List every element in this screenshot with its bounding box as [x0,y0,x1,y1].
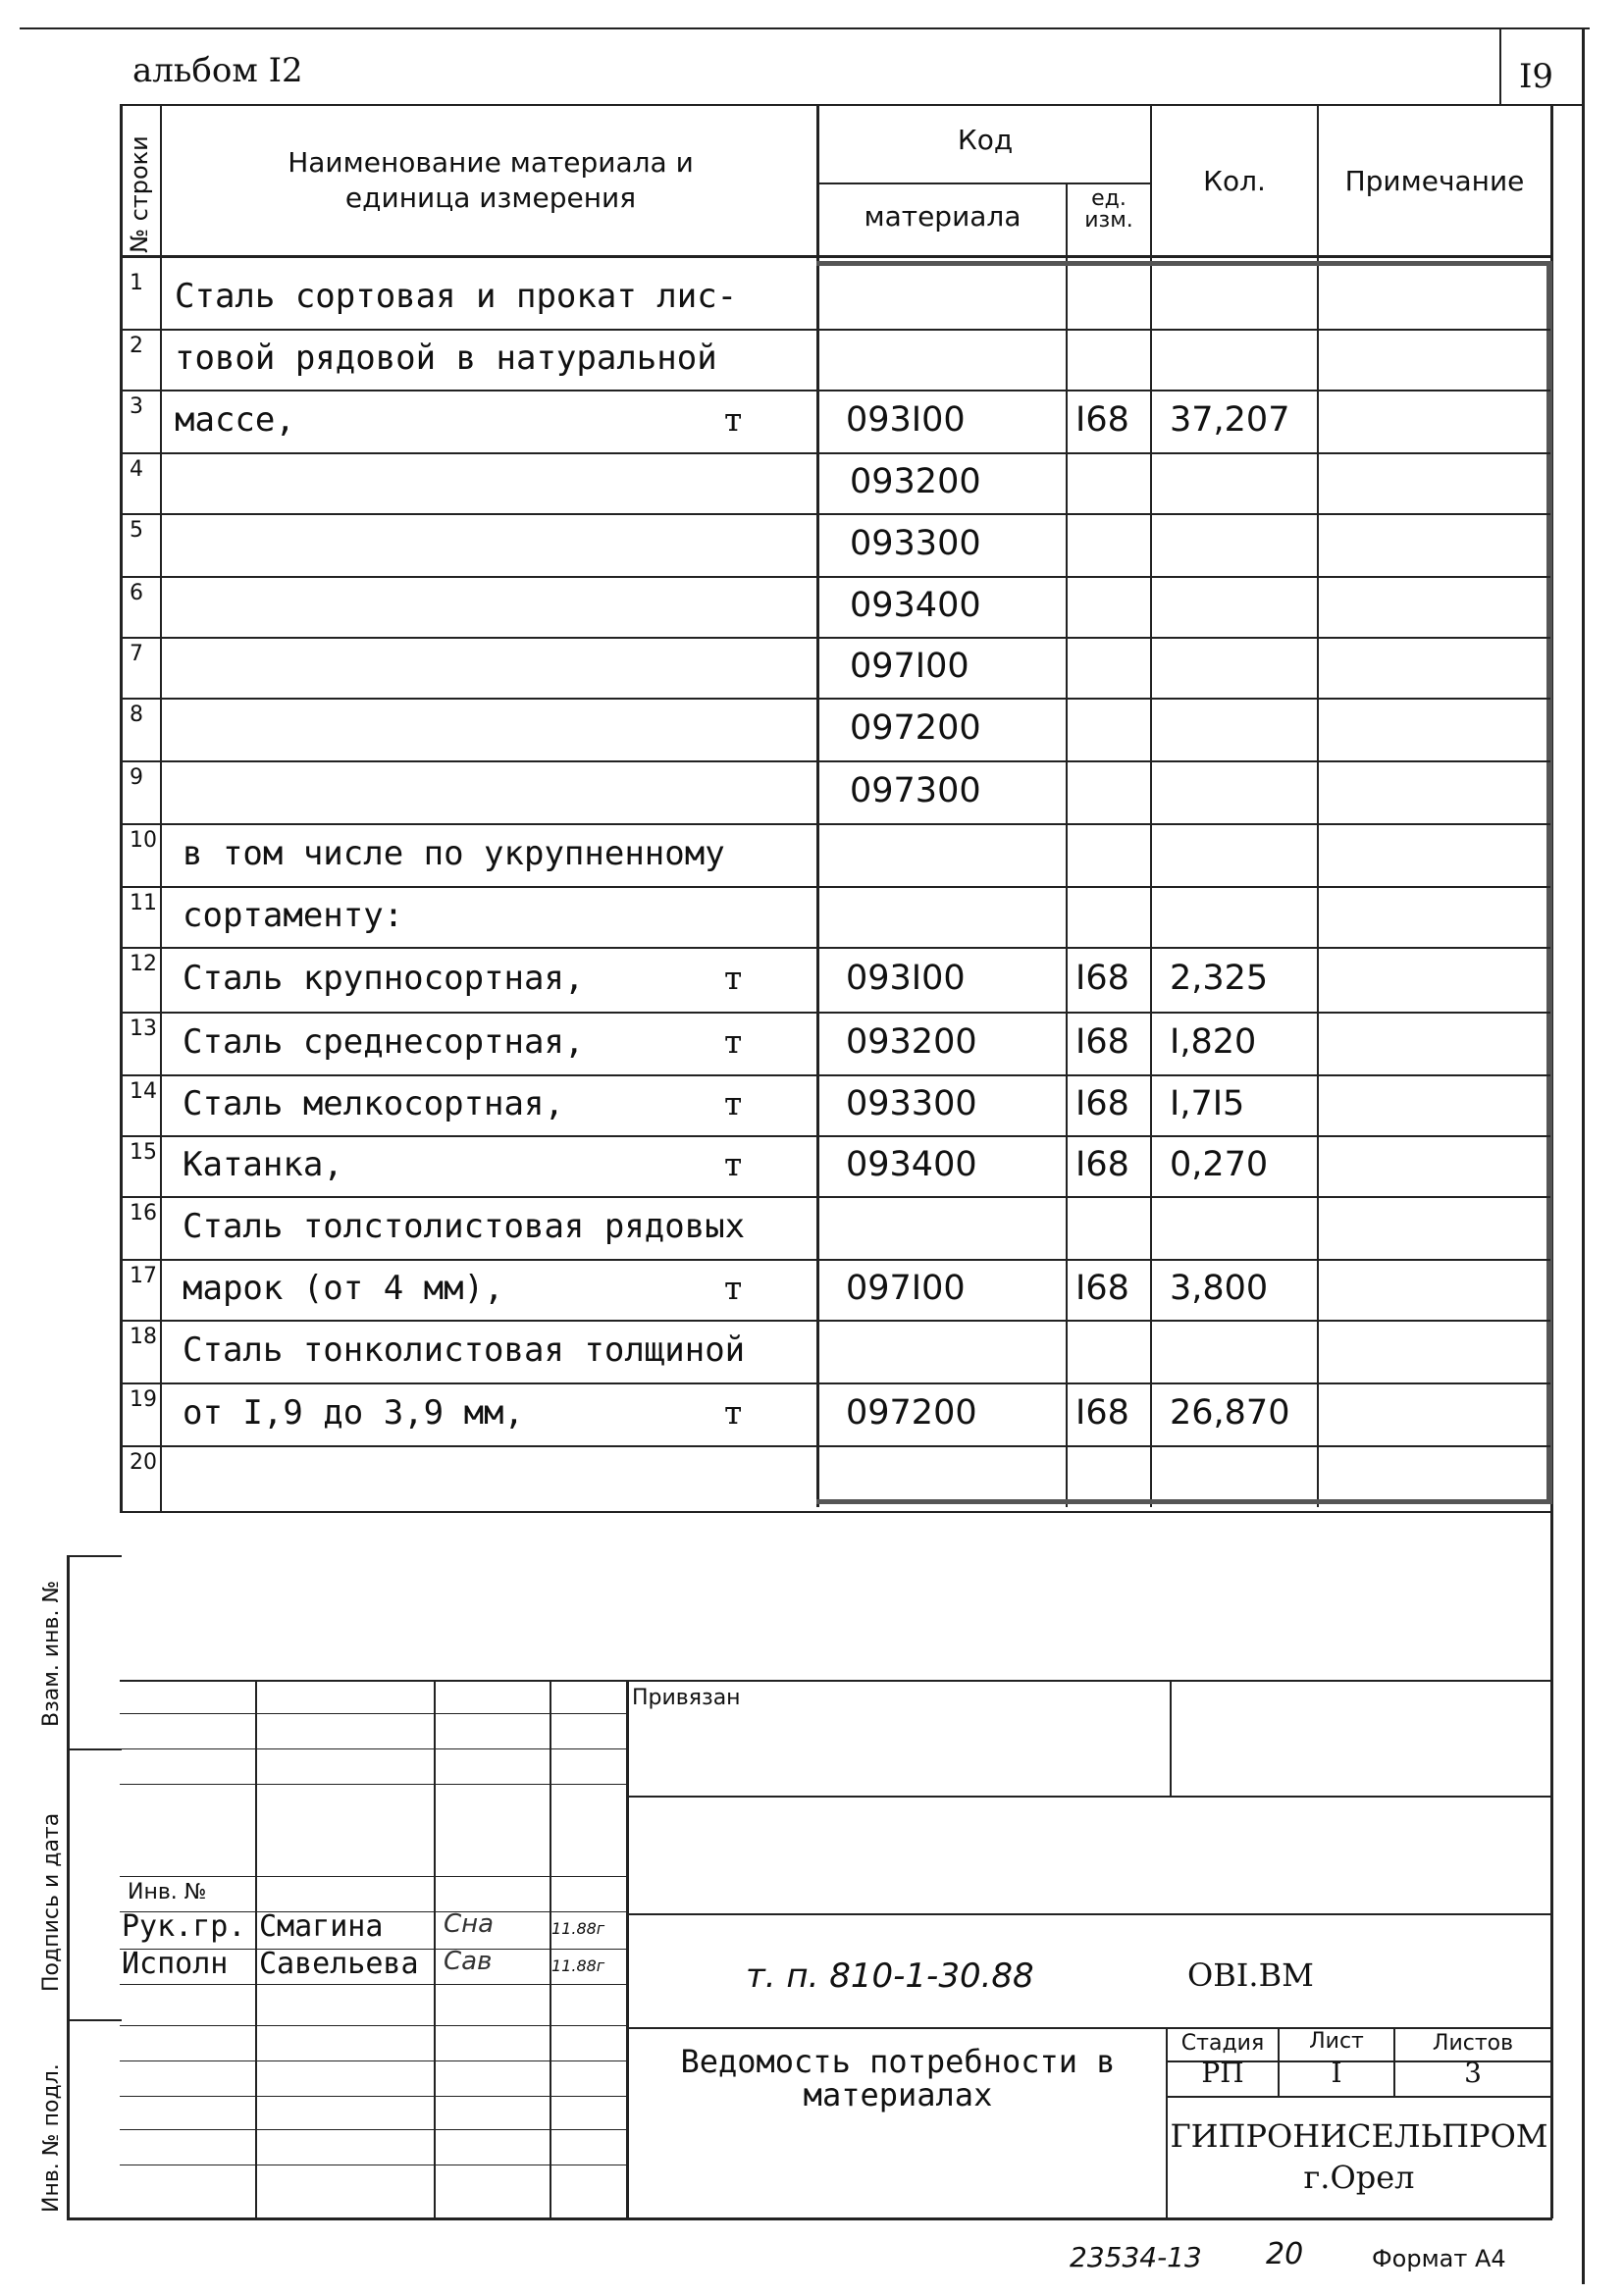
sheets-value: 3 [1464,2057,1482,2089]
row-divider [120,1012,1550,1014]
row-name: в том числе по укрупненному [183,834,725,873]
row-number: 2 [130,334,143,358]
tb-main-vertical [626,1680,629,2219]
row-code: 093I00 [846,959,966,998]
top-border [20,27,1590,29]
row-name: Катанка, [183,1145,343,1184]
tb-row-1 [120,1713,628,1714]
side-top-line [67,1555,122,1557]
tb-row-11 [120,2129,628,2130]
row-divider [120,1196,1550,1198]
stage-header: Стадия [1180,2031,1265,2056]
row-code: 093200 [850,462,981,501]
row-number: 4 [130,457,143,482]
row-number: 8 [130,703,143,727]
row-code: 097300 [850,771,981,810]
sheet-header: Лист [1309,2029,1364,2054]
sheet-value: I [1331,2057,1342,2089]
side-vzam-label: Взам. инв. № [39,1580,64,1727]
row-name: Сталь среднесортная, [183,1022,585,1062]
table-left-border [120,104,123,1512]
side-divider-1 [67,1748,122,1750]
row-name: Сталь толстолистовая рядовых [183,1207,746,1246]
row-code: 093400 [846,1145,977,1184]
row-qty: 2,325 [1170,959,1269,998]
right-border [1582,27,1585,2284]
code-col-line [1066,184,1068,1507]
row-ed: I68 [1075,959,1129,998]
side-outer-line [67,1555,70,2218]
sheet-number: I9 [1519,57,1554,96]
row-divider [120,452,1550,454]
row-ed: I68 [1075,1269,1129,1308]
row-ed: I68 [1075,1084,1129,1123]
row-code: 093I00 [846,400,966,440]
name-col-line [816,104,819,1507]
sheets-header: Листов [1432,2031,1514,2056]
row-number: 6 [130,581,143,605]
footer-number: 20 [1266,2237,1304,2271]
row-divider [120,1445,1550,1447]
row-ed: I68 [1075,1393,1129,1433]
row-divider [120,886,1550,888]
row-qty: I,7I5 [1170,1084,1245,1123]
row-qty: 26,870 [1170,1393,1290,1433]
row-qty: I,820 [1170,1022,1257,1062]
row-qty: 3,800 [1170,1269,1269,1308]
row-divider [120,390,1550,391]
unit-col-line [1150,104,1152,1507]
below-table-line [120,1511,1552,1513]
row-code: 093300 [850,524,981,563]
row-name: сортаменту: [183,896,404,935]
tb-line-c [626,2027,1552,2029]
row-number: 17 [130,1264,157,1288]
row-unit: т [724,1269,743,1307]
header-bottom-border [120,255,1552,258]
row-number: 16 [130,1201,157,1226]
side-divider-2 [67,2019,122,2021]
row-name: Сталь крупносортная, [183,959,585,998]
row-divider [120,1382,1550,1384]
data-box-top [816,261,1552,266]
doc-code: OBI.BM [1187,1956,1314,1994]
organization: ГИПРОНИСЕЛЬПРОМ [1170,2117,1548,2155]
tb-row-7 [120,1984,628,1985]
rownum-col-line [160,104,162,1512]
tb-row-8 [120,2025,628,2026]
isp-role: Исполн [122,1947,229,1981]
inv-no-label: Инв. № [128,1880,207,1904]
row-number: 1 [130,271,143,295]
row-number: 9 [130,765,143,790]
row-unit: т [724,400,743,439]
row-code: 093400 [850,586,981,625]
tb-row-2 [120,1748,628,1749]
row-divider [120,1320,1550,1322]
row-divider [120,513,1550,515]
header-name: Наименование материала и единица измерения [288,146,694,214]
format-label: Формат А4 [1372,2245,1506,2272]
isp-date: 11.88г [551,1956,605,1975]
row-number: 11 [130,891,157,915]
table-top-border [120,104,1552,106]
row-ed: I68 [1075,1022,1129,1062]
row-divider [120,823,1550,825]
header-note: Примечание [1344,165,1525,197]
row-unit: т [724,1022,743,1061]
document-title: Ведомость потребности в материалах [680,2043,1116,2113]
tb-privyazan-split [1170,1680,1172,1796]
row-name: массе, [175,400,295,440]
row-divider [120,637,1550,639]
row-divider [120,1135,1550,1137]
header-code: Код [957,124,1014,156]
row-name: марок (от 4 мм), [183,1269,504,1308]
row-name: Сталь мелкосортная, [183,1084,564,1123]
row-unit: т [724,1084,743,1122]
code-subheader-line [816,183,1152,184]
ruk-role: Рук.гр. [122,1909,246,1944]
sheet-number-divider [1499,27,1501,106]
header-qty: Кол. [1203,165,1266,197]
privyazan-label: Привязан [632,1686,741,1710]
isp-signature: Сав [444,1947,493,1976]
row-number: 18 [130,1325,157,1349]
row-ed: I68 [1075,1145,1129,1184]
city: г.Орел [1303,2159,1415,2196]
row-unit: т [724,1393,743,1432]
row-divider [120,576,1550,578]
row-divider [120,760,1550,762]
row-number: 13 [130,1017,157,1041]
row-name: от I,9 до 3,9 мм, [183,1393,524,1433]
bottom-border [67,2217,1552,2220]
tb-row-4 [120,1876,628,1877]
row-number: 7 [130,642,143,666]
row-code: 097200 [846,1393,977,1433]
row-name: Сталь тонколистовая толщиной [183,1330,746,1370]
header-code-unit: ед. изм. [1084,186,1133,233]
tb-row-10 [120,2096,628,2097]
row-number: 14 [130,1079,157,1104]
row-number: 10 [130,828,157,853]
row-divider [120,329,1550,331]
tb-row-3 [120,1784,628,1785]
order-number: 23534-13 [1070,2241,1202,2273]
ruk-name: Смагина [259,1909,384,1944]
tb-stage-hline-2 [1166,2096,1552,2098]
header-code-material: материала [864,200,1022,233]
row-ed: I68 [1075,400,1129,440]
data-box-right [1546,261,1552,1503]
row-number: 20 [130,1450,157,1475]
tb-top-line [120,1680,1552,1682]
ruk-date: 11.88г [551,1919,605,1938]
data-box-bottom [816,1499,1552,1504]
tb-row-9 [120,2060,628,2061]
row-code: 097I00 [846,1269,966,1308]
row-code: 097200 [850,708,981,748]
ruk-signature: Сна [444,1909,495,1939]
row-number: 3 [130,394,143,419]
row-code: 097I00 [850,647,969,686]
row-unit: т [724,959,743,997]
header-row-no: № строки [126,135,153,253]
row-number: 5 [130,518,143,543]
row-divider [120,698,1550,700]
tb-line-a [626,1796,1552,1798]
row-number: 19 [130,1387,157,1412]
row-name: товой рядовой в натуральной [175,339,717,378]
row-name: Сталь сортовая и прокат лис- [175,277,738,316]
row-divider [120,947,1550,949]
tb-line-b [626,1913,1552,1915]
side-inv-label: Инв. № подл. [39,2063,64,2213]
side-podpis-label: Подпись и дата [39,1812,64,1992]
stage-value: РП [1201,2057,1244,2089]
row-number: 12 [130,952,157,976]
row-qty: 0,270 [1170,1145,1269,1184]
album-label: альбом I2 [132,51,303,90]
row-divider [120,1074,1550,1076]
row-divider [120,1259,1550,1261]
row-qty: 37,207 [1170,400,1290,440]
row-code: 093200 [846,1022,977,1062]
row-number: 15 [130,1140,157,1165]
qty-col-line [1317,104,1319,1507]
row-code: 093300 [846,1084,977,1123]
row-unit: т [724,1145,743,1183]
isp-name: Савельева [259,1947,419,1981]
project-code: т. п. 810-1-30.88 [746,1956,1034,1996]
